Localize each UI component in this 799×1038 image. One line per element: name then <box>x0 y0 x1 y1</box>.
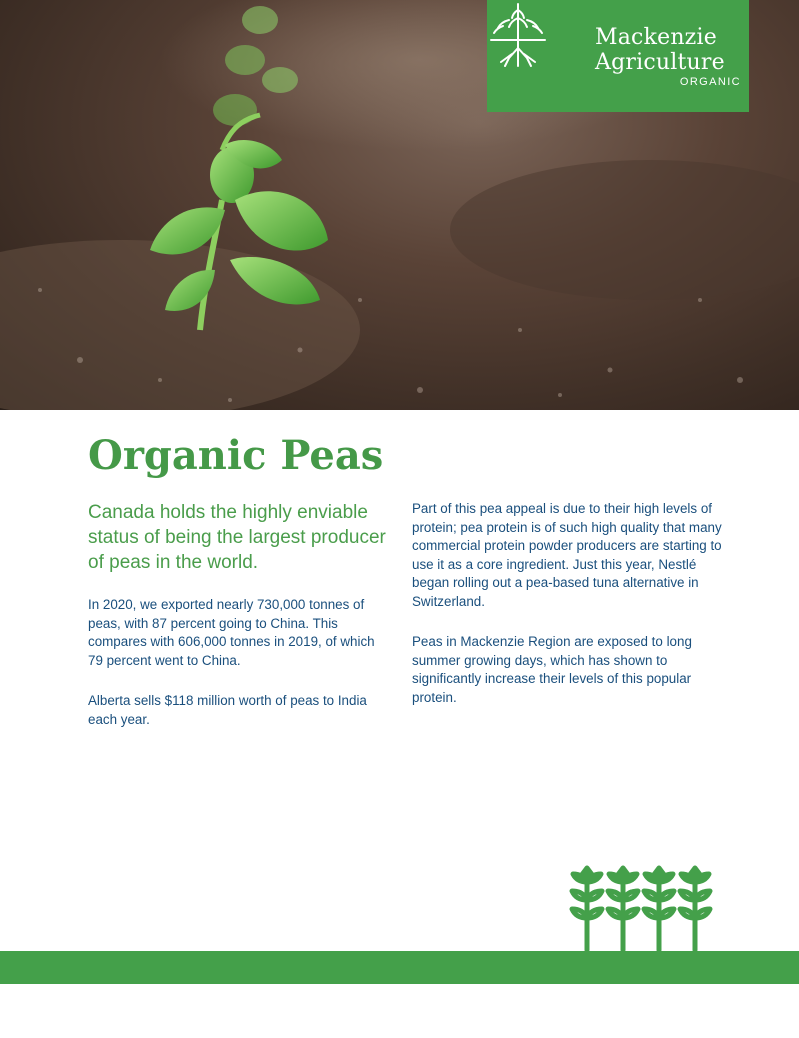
body-paragraph: In 2020, we exported nearly 730,000 tonnes of peas, with 87 percent going to China. This compares with 606,000 tonnes in 2019, of which 79 percent went to China. <box>88 597 375 668</box>
body-paragraph: Alberta sells $118 million worth of peas to India each year. <box>88 693 367 727</box>
brand-name-line2: Agriculture <box>595 50 725 75</box>
left-column <box>88 596 388 751</box>
wheat-roots-icon <box>487 0 549 70</box>
lead-paragraph: Canada holds the highly enviable status of being the largest producer of peas in the world. <box>88 502 386 573</box>
brand-logo <box>487 0 749 112</box>
hero-photo <box>0 0 799 410</box>
body-paragraph: Part of this pea appeal is due to their high levels of protein; pea protein is of such high quality that many commercial protein powder producers are starting to use it as a core ingredient. Just this year, Nestlé began rolling out a pea-based tuna alternative in Switzerland. <box>412 501 722 609</box>
body-paragraph: Peas in Mackenzie Region are exposed to long summer growing days, which has shown to significantly increase their levels of this popular protein. <box>412 634 692 705</box>
brand-name-line1: Mackenzie <box>595 25 717 50</box>
brand-tagline: ORGANIC <box>679 76 741 88</box>
page-title: Organic Peas <box>88 432 384 479</box>
footer-bar <box>0 951 799 984</box>
right-column <box>412 500 722 729</box>
wheat-stalks-icon <box>569 862 714 951</box>
